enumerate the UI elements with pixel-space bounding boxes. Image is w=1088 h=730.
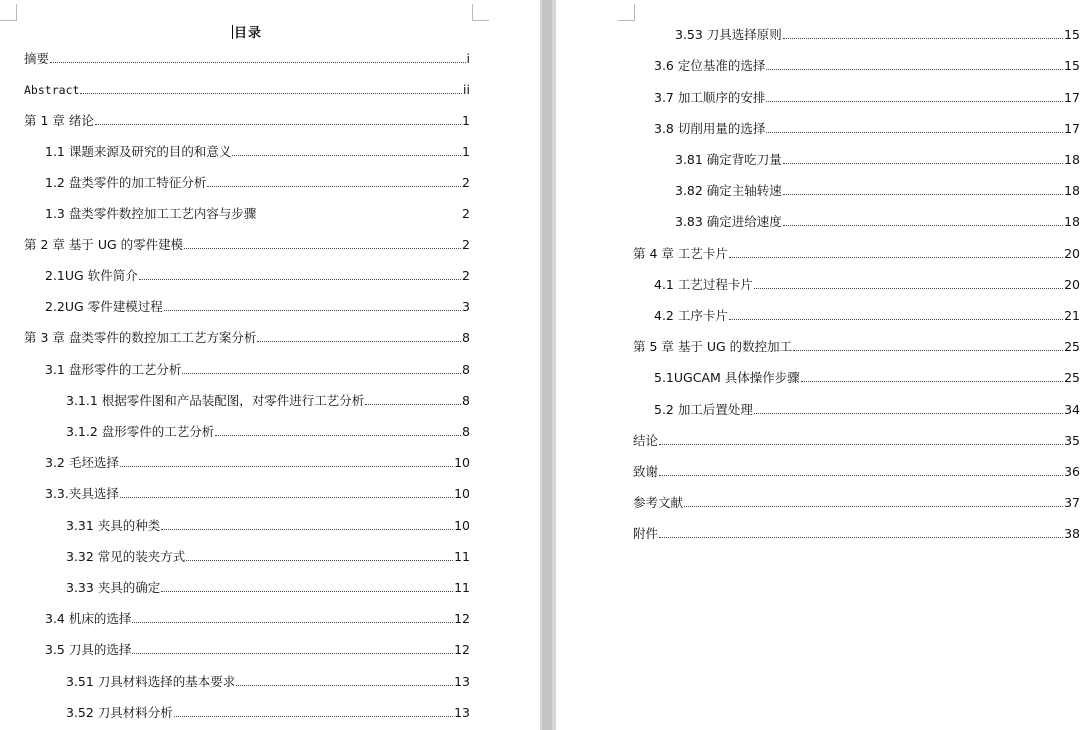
toc-entry-text: 3.5 刀具的选择 — [45, 642, 132, 657]
toc-entry-text: 3.33 夹具的确定 — [66, 580, 161, 595]
toc-entry-text: 3.83 确定进给速度 — [675, 214, 782, 229]
toc-entry-page: 2 — [462, 206, 470, 221]
toc-entry-text: 1.3 盘类零件数控加工工艺内容与步骤 — [45, 206, 257, 221]
document-page-right — [556, 0, 1088, 730]
toc-entry-text: 3.8 切削用量的选择 — [654, 121, 766, 136]
toc-leader-dots — [132, 652, 453, 654]
toc-entry[interactable] — [633, 495, 1080, 511]
toc-entry[interactable] — [66, 705, 470, 721]
toc-leader-dots — [139, 278, 461, 280]
toc-entry-text: 1.2 盘类零件的加工特征分析 — [45, 175, 207, 190]
toc-leader-dots — [793, 349, 1063, 351]
toc-entry-page: 13 — [454, 705, 470, 720]
toc-entry-text: 3.82 确定主轴转速 — [675, 183, 782, 198]
toc-leader-dots — [783, 224, 1063, 226]
toc-leader-dots — [182, 372, 461, 374]
toc-leader-dots — [232, 154, 461, 156]
toc-leader-dots — [257, 216, 461, 218]
toc-entry-text: 3.1 盘形零件的工艺分析 — [45, 362, 182, 377]
toc-leader-dots — [120, 465, 453, 467]
toc-entry-page: 18 — [1064, 152, 1080, 167]
toc-entry-text: 第 4 章 工艺卡片 — [633, 246, 728, 261]
toc-entry[interactable] — [633, 246, 1080, 262]
toc-entry-page: 1 — [462, 113, 470, 128]
toc-leader-dots — [801, 380, 1063, 382]
toc-entry[interactable] — [45, 175, 470, 191]
toc-entry-text: 3.1.1 根据零件图和产品装配图，对零件进行工艺分析 — [66, 393, 365, 408]
toc-entry[interactable] — [45, 144, 470, 160]
toc-leader-dots — [659, 443, 1063, 445]
toc-entry-text: 参考文献 — [633, 495, 684, 510]
toc-entry-page: 37 — [1064, 495, 1080, 510]
toc-entry-page: 8 — [462, 330, 470, 345]
toc-entry-text: 第 2 章 基于 UG 的零件建模 — [24, 237, 184, 252]
toc-leader-dots — [120, 496, 453, 498]
toc-entry-text: 摘要 — [24, 51, 50, 66]
crop-mark-top-left — [618, 4, 635, 21]
toc-leader-dots — [365, 403, 461, 405]
toc-entry-page: 36 — [1064, 464, 1080, 479]
toc-entry-text: 3.53 刀具选择原则 — [675, 27, 782, 42]
toc-leader-dots — [766, 100, 1063, 102]
toc-entry-text: 3.31 夹具的种类 — [66, 518, 161, 533]
toc-entry-page: 20 — [1064, 277, 1080, 292]
toc-leader-dots — [783, 37, 1063, 39]
toc-entry-page: 10 — [454, 455, 470, 470]
toc-leader-dots — [729, 256, 1063, 258]
toc-entry-text: 3.3.夹具选择 — [45, 486, 119, 501]
toc-entry-text: 第 1 章 绪论 — [24, 113, 94, 128]
toc-entry[interactable] — [66, 674, 470, 690]
toc-entry[interactable] — [24, 237, 470, 253]
toc-entry[interactable] — [24, 82, 470, 98]
crop-mark-top-left — [0, 4, 17, 21]
toc-entry[interactable] — [45, 486, 470, 502]
toc-entry[interactable] — [24, 51, 470, 67]
toc-leader-dots — [766, 68, 1063, 70]
document-page-left — [0, 0, 540, 730]
toc-entry-page: 35 — [1064, 433, 1080, 448]
toc-leader-dots — [164, 309, 461, 311]
toc-entry[interactable] — [66, 424, 470, 440]
page-gutter — [540, 0, 556, 730]
toc-leader-dots — [161, 590, 453, 592]
toc-entry-page: 8 — [462, 424, 470, 439]
toc-entry-text: 3.32 常见的装夹方式 — [66, 549, 186, 564]
toc-entry-page: 34 — [1064, 402, 1080, 417]
toc-leader-dots — [50, 61, 466, 63]
toc-entry[interactable] — [45, 299, 470, 315]
toc-entry[interactable] — [633, 464, 1080, 480]
toc-entry[interactable] — [66, 549, 470, 565]
toc-entry-text: 5.1UGCAM 具体操作步骤 — [654, 370, 800, 385]
toc-leader-dots — [684, 505, 1063, 507]
toc-entry-text: 3.1.2 盘形零件的工艺分析 — [66, 424, 215, 439]
toc-entry-page: 18 — [1064, 214, 1080, 229]
toc-entry-page: 38 — [1064, 526, 1080, 541]
toc-entry[interactable] — [675, 27, 1080, 43]
toc-entry[interactable] — [675, 214, 1080, 230]
toc-leader-dots — [80, 92, 462, 94]
toc-entry[interactable] — [45, 268, 470, 284]
toc-entry-page: 8 — [462, 393, 470, 408]
toc-entry-text: 3.81 确定背吃刀量 — [675, 152, 782, 167]
crop-mark-top-right — [472, 4, 489, 21]
toc-entry-page: i — [466, 51, 470, 66]
toc-title: 目录 — [233, 26, 262, 41]
toc-entry[interactable] — [654, 90, 1080, 106]
toc-entry-text: 3.6 定位基准的选择 — [654, 58, 766, 73]
toc-entry[interactable] — [654, 58, 1080, 74]
toc-entry-text: 3.52 刀具材料分析 — [66, 705, 173, 720]
toc-leader-dots — [132, 621, 453, 623]
toc-entry-page: 25 — [1064, 339, 1080, 354]
toc-entry-page: 8 — [462, 362, 470, 377]
toc-entry-page: 1 — [462, 144, 470, 159]
toc-leader-dots — [659, 474, 1063, 476]
toc-entry-page: 15 — [1064, 58, 1080, 73]
toc-entry-text: 4.2 工序卡片 — [654, 308, 728, 323]
toc-entry-text: 3.4 机床的选择 — [45, 611, 132, 626]
toc-entry-text: 附件 — [633, 526, 659, 541]
toc-entry-text: 致谢 — [633, 464, 659, 479]
toc-leader-dots — [783, 193, 1063, 195]
toc-leader-dots — [184, 247, 461, 249]
toc-leader-dots — [161, 528, 453, 530]
toc-entry-page: 2 — [462, 237, 470, 252]
toc-entry-page: 11 — [454, 549, 470, 564]
toc-entry-page: 15 — [1064, 27, 1080, 42]
toc-entry-text: Abstract — [24, 83, 80, 97]
toc-leader-dots — [174, 715, 453, 717]
toc-leader-dots — [729, 318, 1063, 320]
toc-entry[interactable] — [45, 362, 470, 378]
toc-entry[interactable] — [633, 433, 1080, 449]
toc-entry[interactable] — [675, 183, 1080, 199]
toc-entry-page: 10 — [454, 518, 470, 533]
toc-entry[interactable] — [66, 393, 470, 409]
toc-entry-page: 3 — [462, 299, 470, 314]
toc-leader-dots — [783, 162, 1063, 164]
toc-entry[interactable] — [66, 518, 470, 534]
toc-entry-page: 10 — [454, 486, 470, 501]
toc-leader-dots — [215, 434, 461, 436]
toc-entry-text: 3.2 毛坯选择 — [45, 455, 119, 470]
toc-entry-text: 1.1 课题来源及研究的目的和意义 — [45, 144, 232, 159]
toc-entry-page: 2 — [462, 175, 470, 190]
toc-entry[interactable] — [654, 402, 1080, 418]
toc-entry-text: 第 3 章 盘类零件的数控加工工艺方案分析 — [24, 330, 257, 345]
toc-leader-dots — [186, 559, 453, 561]
toc-entry-text: 4.1 工艺过程卡片 — [654, 277, 753, 292]
toc-entry-text: 3.51 刀具材料选择的基本要求 — [66, 674, 236, 689]
toc-entry[interactable] — [654, 308, 1080, 324]
toc-entry-text: 第 5 章 基于 UG 的数控加工 — [633, 339, 793, 354]
toc-entry-page: 12 — [454, 642, 470, 657]
toc-entry-page: 13 — [454, 674, 470, 689]
toc-entry[interactable] — [45, 611, 470, 627]
toc-entry[interactable] — [654, 370, 1080, 386]
toc-entry[interactable] — [633, 526, 1080, 542]
toc-entry-page: 12 — [454, 611, 470, 626]
toc-leader-dots — [754, 287, 1063, 289]
toc-entry[interactable] — [675, 152, 1080, 168]
toc-entry-text: 结论 — [633, 433, 659, 448]
toc-entry-text: 2.2UG 零件建模过程 — [45, 299, 163, 314]
toc-leader-dots — [766, 131, 1063, 133]
text-cursor — [232, 25, 233, 39]
toc-entry[interactable] — [66, 580, 470, 596]
toc-entry-page: 18 — [1064, 183, 1080, 198]
toc-entry-page: 2 — [462, 268, 470, 283]
toc-entry-page: ii — [463, 82, 470, 97]
toc-entry[interactable] — [45, 642, 470, 658]
toc-entry-page: 21 — [1064, 308, 1080, 323]
toc-entry[interactable] — [45, 455, 470, 471]
toc-entry[interactable] — [45, 206, 470, 222]
toc-entry-text: 2.1UG 软件简介 — [45, 268, 138, 283]
toc-entry[interactable] — [654, 277, 1080, 293]
toc-leader-dots — [207, 185, 461, 187]
toc-entry-page: 17 — [1064, 90, 1080, 105]
toc-entry-page: 20 — [1064, 246, 1080, 261]
toc-leader-dots — [257, 340, 461, 342]
toc-entry[interactable] — [654, 121, 1080, 137]
toc-entry[interactable] — [633, 339, 1080, 355]
toc-leader-dots — [754, 412, 1063, 414]
toc-entry-page: 17 — [1064, 121, 1080, 136]
toc-entry-text: 5.2 加工后置处理 — [654, 402, 753, 417]
toc-entry-page: 25 — [1064, 370, 1080, 385]
toc-leader-dots — [95, 123, 461, 125]
toc-entry-page: 11 — [454, 580, 470, 595]
toc-leader-dots — [659, 536, 1063, 538]
toc-leader-dots — [236, 684, 453, 686]
toc-entry-text: 3.7 加工顺序的安排 — [654, 90, 766, 105]
toc-entry[interactable] — [24, 113, 470, 129]
toc-entry[interactable] — [24, 330, 470, 346]
